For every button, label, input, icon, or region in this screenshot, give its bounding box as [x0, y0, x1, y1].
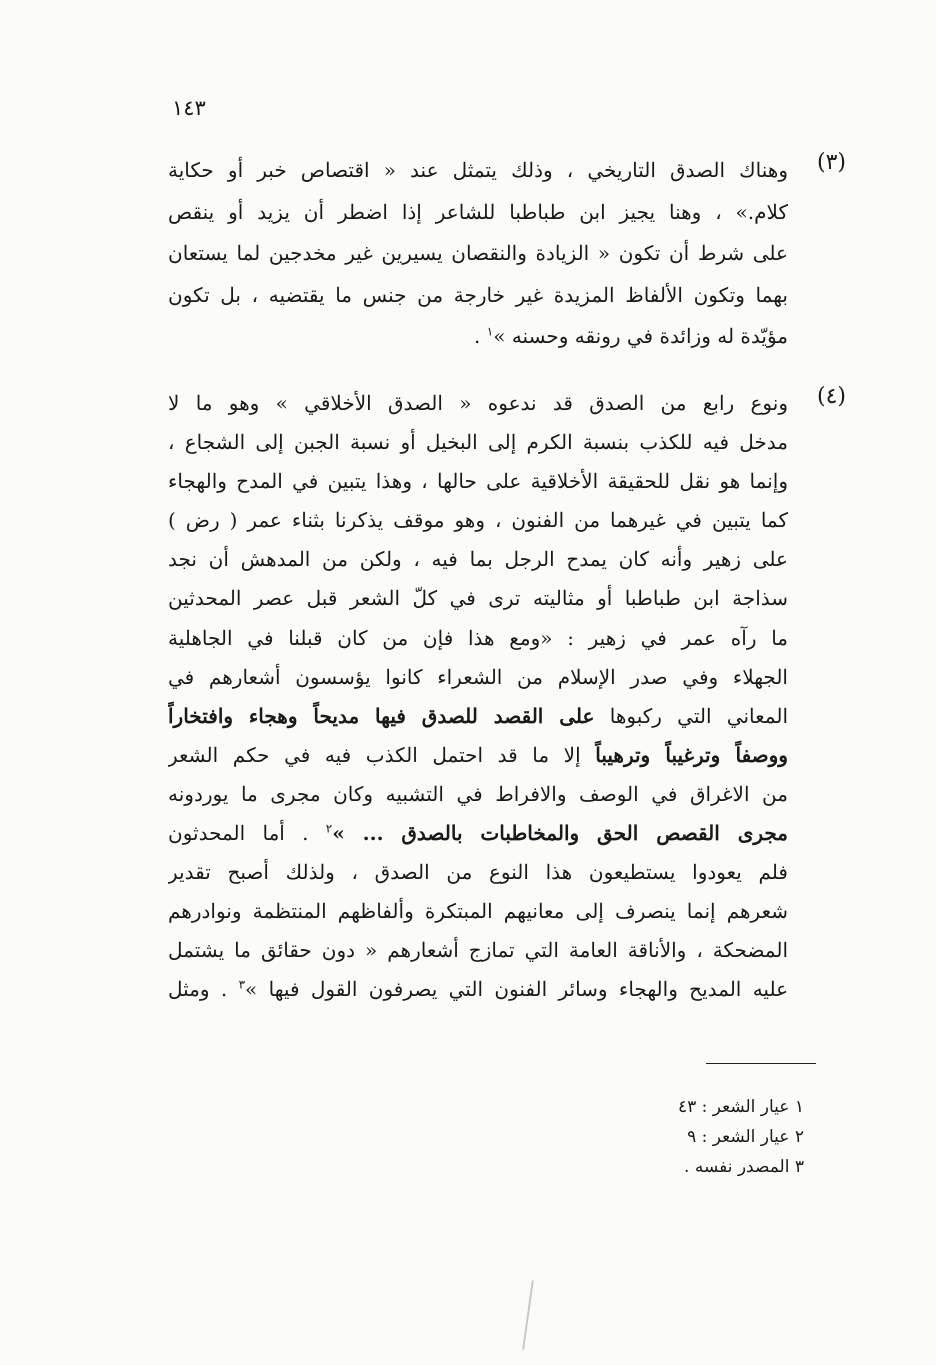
text-line: بهما وتكون الألفاظ المزيدة غير خارجة من جنس ما يقتضيه ، بل تكون — [168, 282, 788, 307]
bold-quote: مجرى القصص الحق والمخاطبات بالصدق ... » — [332, 821, 788, 846]
text-line — [168, 970, 788, 1009]
text-line: من الاغراق في الوصف والافراط في التشبيه وكان مجرى ما يوردونه — [168, 781, 788, 806]
footnote-ref: ٣ — [238, 977, 246, 992]
text-run: إلا ما قد احتمل الكذب فيه في حكم الشعر — [168, 742, 596, 767]
text-run: عليه المديح والهجاء وسائر الفنون التي يصرفون القول فيها » — [245, 977, 788, 1002]
footnote-ref: ٢ — [325, 821, 333, 836]
text-line: سذاجة ابن طباطبا أو مثاليته ترى في كلّ الشعر قبل عصر المحدثين — [168, 586, 788, 611]
text-run: المعاني التي ركبوها — [594, 703, 788, 728]
bold-quote: على القصد للصدق فيها مديحاً وهجاء وافتخاراً — [168, 703, 595, 728]
text-line: ونوع رابع من الصدق قد ندعوه « الصدق الأخلاقي » وهو ما لا — [168, 391, 788, 415]
text-line: المضحكة ، والأناقة العامة التي تمازج أشعارهم « دون حقائق ما يشتمل — [168, 938, 788, 963]
text-line: شعرهم إنما ينصرف إلى معانيهم المبتكرة وألفاظهم المنتظمة ونوادرهم — [168, 899, 788, 924]
text-line: على شرط أن تكون « الزيادة والنقصان يسيرين غير مخدجين لما يستعان — [168, 241, 788, 266]
footnote-ref: ١ — [486, 324, 494, 339]
paragraph-marker: (٤) — [816, 384, 846, 409]
text-run: مؤيّدة له وزائدة في رونقه وحسنه » — [493, 324, 788, 349]
text-line: فلم يعودوا يستطيعون هذا النوع من الصدق ، ولذلك أصبح تقدير — [168, 860, 788, 885]
footnotes — [678, 1092, 804, 1182]
text-line: ما رآه عمر في زهير : «ومع هذا فإن من كان قبلنا في الجاهلية — [168, 625, 788, 650]
paragraph-moral-truth — [168, 384, 846, 1010]
footnote-item: ١ عيار الشعر : ٤٣ — [677, 1097, 804, 1117]
paragraph-historical-truth — [168, 150, 846, 358]
text-line: على زهير وأنه كان يمدح الرجل بما فيه ، ولكن من المدهش أن نجد — [168, 547, 788, 572]
footnote-item: ٣ المصدر نفسه . — [684, 1157, 804, 1177]
text-line: الجهلاء وفي صدر الإسلام من الشعراء كانوا يؤسسون أشعارهم في — [168, 664, 788, 689]
text-line — [168, 736, 788, 775]
paragraph-marker: (٣) — [816, 150, 846, 175]
page-number: ١٤٣ — [172, 96, 206, 120]
text-line: وإنما هو نقل للحقيقة الأخلاقية على حالها ، وهذا يتبين في المدح والهجاء — [168, 469, 788, 494]
text-line — [168, 316, 788, 358]
text-line: كما يتبين في غيرهما من الفنون ، وهو موقف يذكرنا بثناء عمر ( رض ) — [168, 508, 788, 533]
text-run: . — [474, 324, 487, 349]
text-line — [168, 697, 788, 736]
text-line: وهناك الصدق التاريخي ، وذلك يتمثل عند « اقتصاص خبر أو حكاية — [168, 158, 788, 182]
paper-scratch-mark — [522, 1280, 534, 1350]
bold-quote: ووصفاً وترغيباً وترهيباً — [595, 742, 788, 767]
footnote-divider — [706, 1063, 816, 1064]
text-line: مدخل فيه للكذب بنسبة الكرم إلى البخيل أو نسبة الجبن إلى الشجاع ، — [168, 430, 788, 455]
text-run: . أما المحدثون — [168, 821, 326, 846]
text-line — [168, 814, 788, 853]
footnote-item: ٢ عيار الشعر : ٩ — [687, 1127, 804, 1147]
text-line: كلام.» ، وهنا يجيز ابن طباطبا للشاعر إذا اضطر أن يزيد أو ينقص — [168, 199, 788, 224]
text-run: . ومثل — [168, 977, 239, 1002]
